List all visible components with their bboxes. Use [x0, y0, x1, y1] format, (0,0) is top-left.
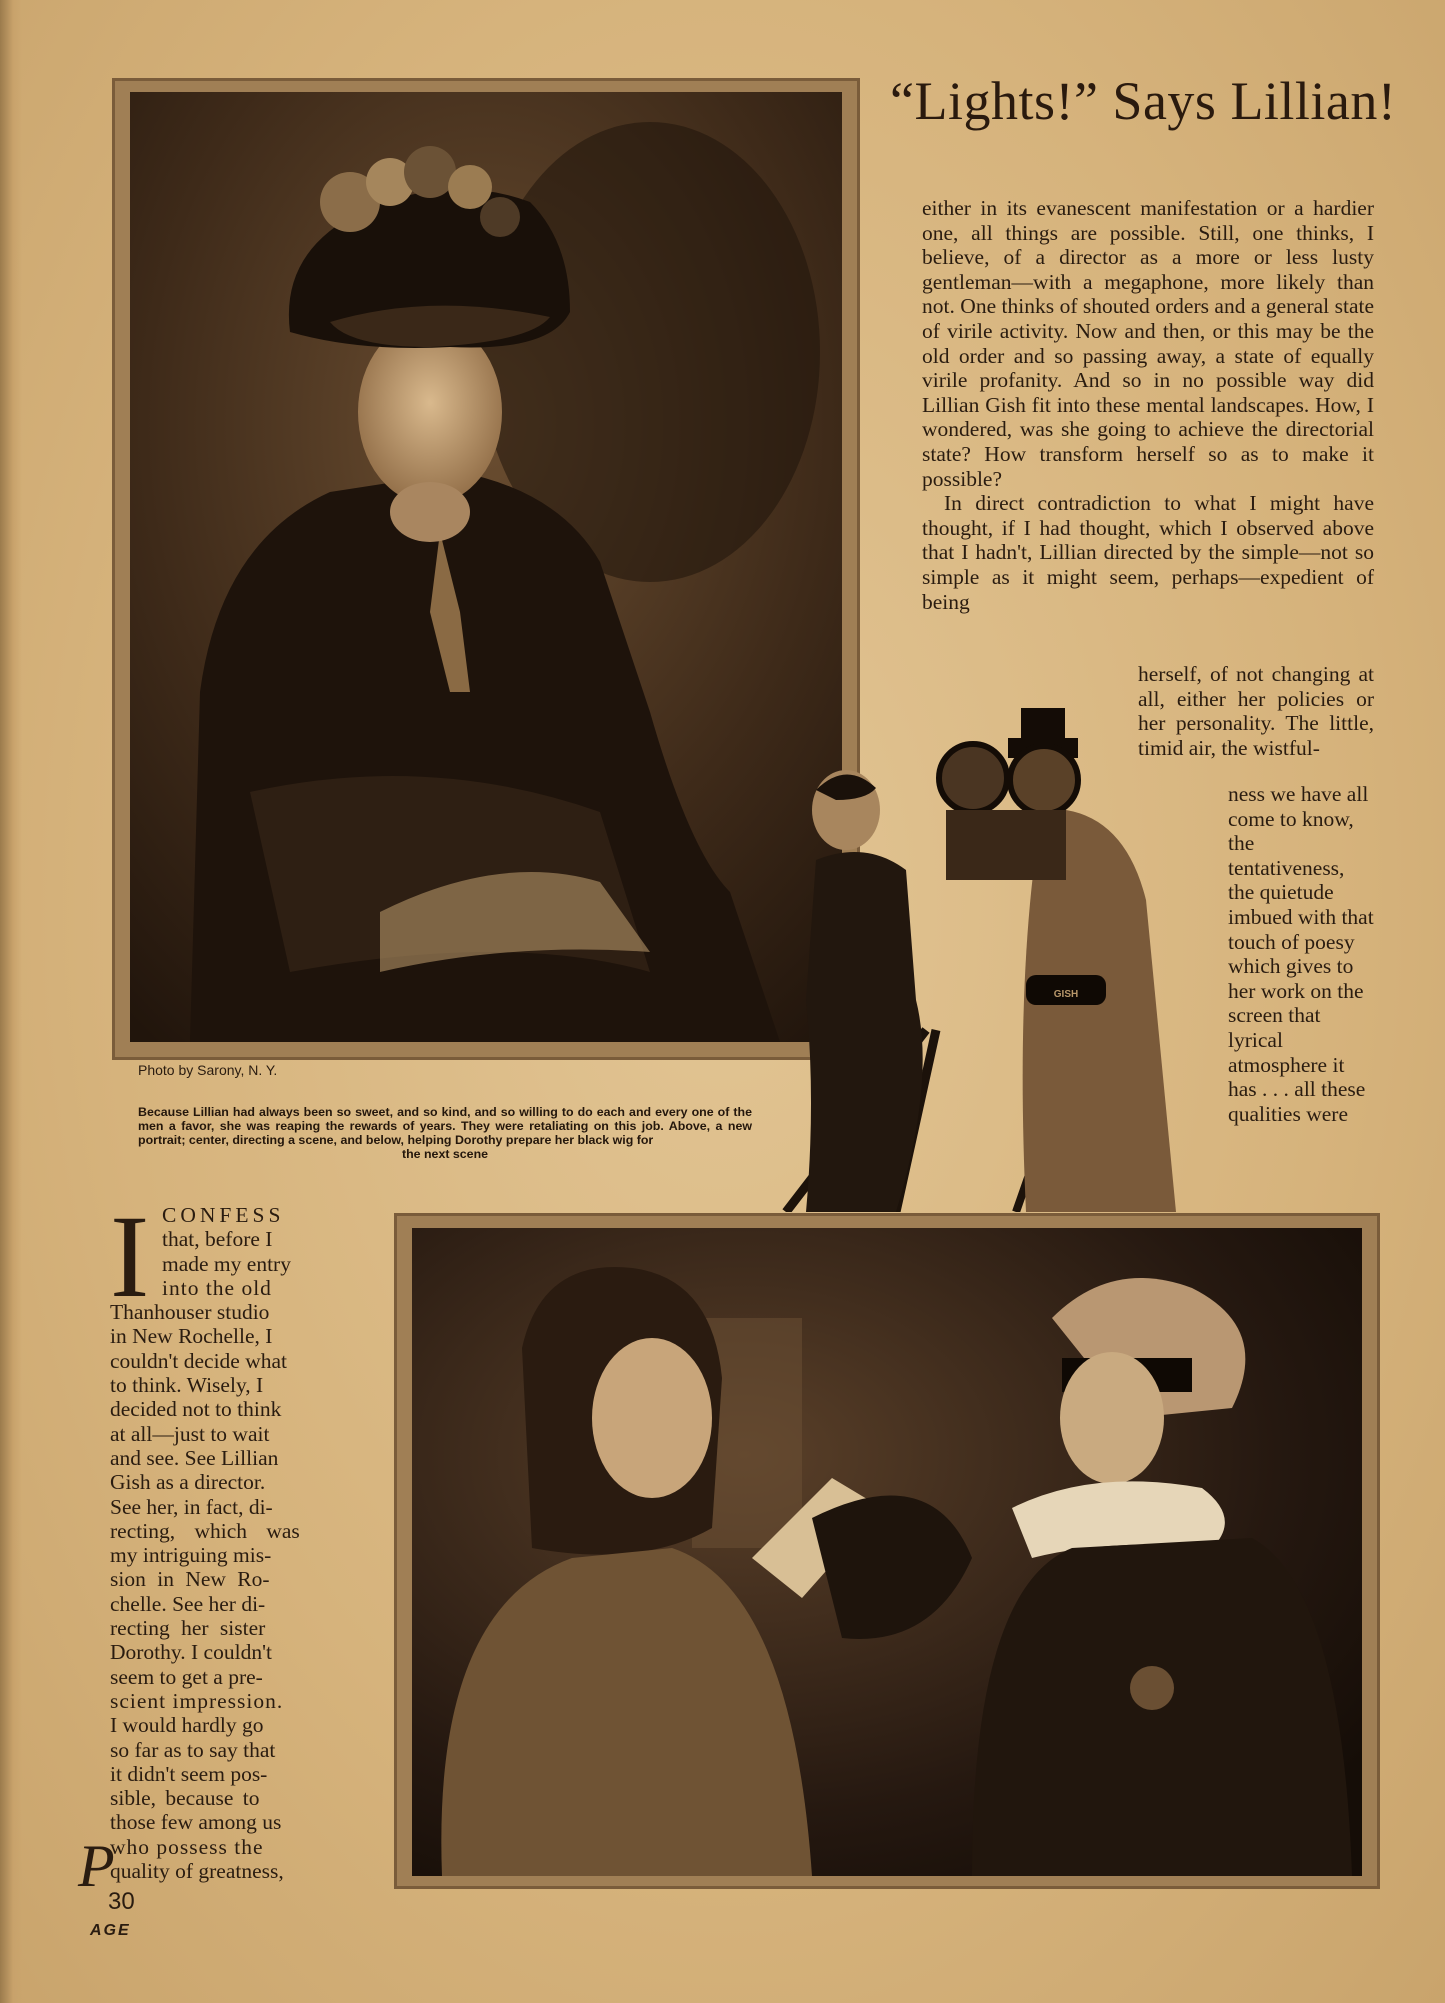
article-column-right: [922, 196, 1374, 614]
intro-line: scient impression.: [110, 1688, 284, 1713]
intro-line: Thanhouser studio: [110, 1300, 270, 1325]
intro-line: I would hardly go: [110, 1713, 264, 1738]
drop-cap: I: [110, 1191, 150, 1322]
intro-line: to think. Wisely, I: [110, 1373, 264, 1398]
intro-line: sible, because to: [110, 1786, 260, 1811]
intro-line: chelle. See her di-: [110, 1591, 266, 1616]
wig-scene-photo: [412, 1228, 1362, 1876]
photo-caption-text: Because Lillian had always been so sweet, and so kind, and so willing to do each and every one of the men a favor, she was reaping the rewards of years. They were retaliating on this job. Above, a new portrait; center, directing a scene, and below, helping Dorothy prepare her black wig for: [138, 1105, 752, 1147]
paragraph-qualities: ness we have all come to know, the tentativeness, the quietude imbued with that touch of poesy which gives to her work on the screen that lyrical atmosphere it has . . . all these qualities were: [1228, 782, 1374, 1126]
page-word: AGE: [90, 1922, 131, 1939]
intro-line: couldn't decide what: [110, 1348, 288, 1373]
intro-line: at all—just to wait: [110, 1421, 270, 1446]
intro-line: my intriguing mis-: [110, 1543, 272, 1568]
paragraph-contradiction: In direct contradiction to what I might have thought, if I had thought, which I observed above that I hadn't, Lillian directed by the simple—not so simple as it might seem, perhaps—expedient of being: [922, 491, 1374, 614]
intro-line: Dorothy. I couldn't: [110, 1640, 272, 1665]
intro-line: decided not to think: [110, 1397, 282, 1422]
intro-line: quality of greatness,: [110, 1859, 284, 1884]
director-camera-photo: [776, 700, 1196, 1212]
page-spine-edge: [0, 0, 22, 2003]
intro-line: so far as to say that: [110, 1737, 276, 1762]
photo-credit: Photo by Sarony, N. Y.: [138, 1062, 278, 1078]
paragraph-herself: herself, of not changing at all, either her policies or her personality. The little, timid air, the wistful-: [1138, 662, 1374, 760]
camera-label: GISH: [1053, 989, 1079, 1000]
article-column-left: [110, 1203, 332, 1883]
intro-line: See her, in fact, di-: [110, 1494, 273, 1519]
intro-line: made my entry: [162, 1251, 291, 1276]
intro-line: seem to get a pre-: [110, 1664, 263, 1689]
article-title: “Lights!” Says Lillian!: [890, 71, 1397, 131]
intro-line: those few among us: [110, 1810, 282, 1835]
intro-line: sion in New Ro-: [110, 1567, 270, 1592]
article-column-narrow: [1228, 782, 1374, 1126]
intro-line: it didn't seem pos-: [110, 1761, 268, 1786]
intro-line: Gish as a director.: [110, 1470, 266, 1495]
intro-line: in New Rochelle, I: [110, 1324, 273, 1349]
page-ornament-p: P: [78, 1833, 115, 1899]
photo-caption-tail: the next scene: [401, 1147, 489, 1161]
paragraph-evanescent: either in its evanescent manifestation or a hardier one, all things are possible. Still, one thinks, I believe, of a director as a more or less lusty gentleman—with a megaphone, more likely than not. One thinks of shouted orders and a general state of virile activity. Now and then, or this may be the old order and so passing away, a state of equally virile profanity. And so in no possible way did Lillian Gish fit into these mental landscapes. How, I wondered, was she going to achieve the directorial state? How transform herself so as to make it possible?: [922, 196, 1374, 491]
portrait-photo: [130, 92, 842, 1042]
intro-line: CONFESS: [162, 1203, 285, 1227]
intro-line: recting her sister: [110, 1616, 266, 1641]
intro-line: that, before I: [162, 1227, 273, 1252]
intro-line: into the old: [162, 1275, 272, 1300]
page-number: 30: [108, 1888, 135, 1915]
intro-line: and see. See Lillian: [110, 1445, 279, 1470]
photo-caption: [138, 1105, 752, 1161]
intro-line: recting, which was: [110, 1518, 300, 1543]
intro-line: who possess the: [110, 1834, 264, 1859]
